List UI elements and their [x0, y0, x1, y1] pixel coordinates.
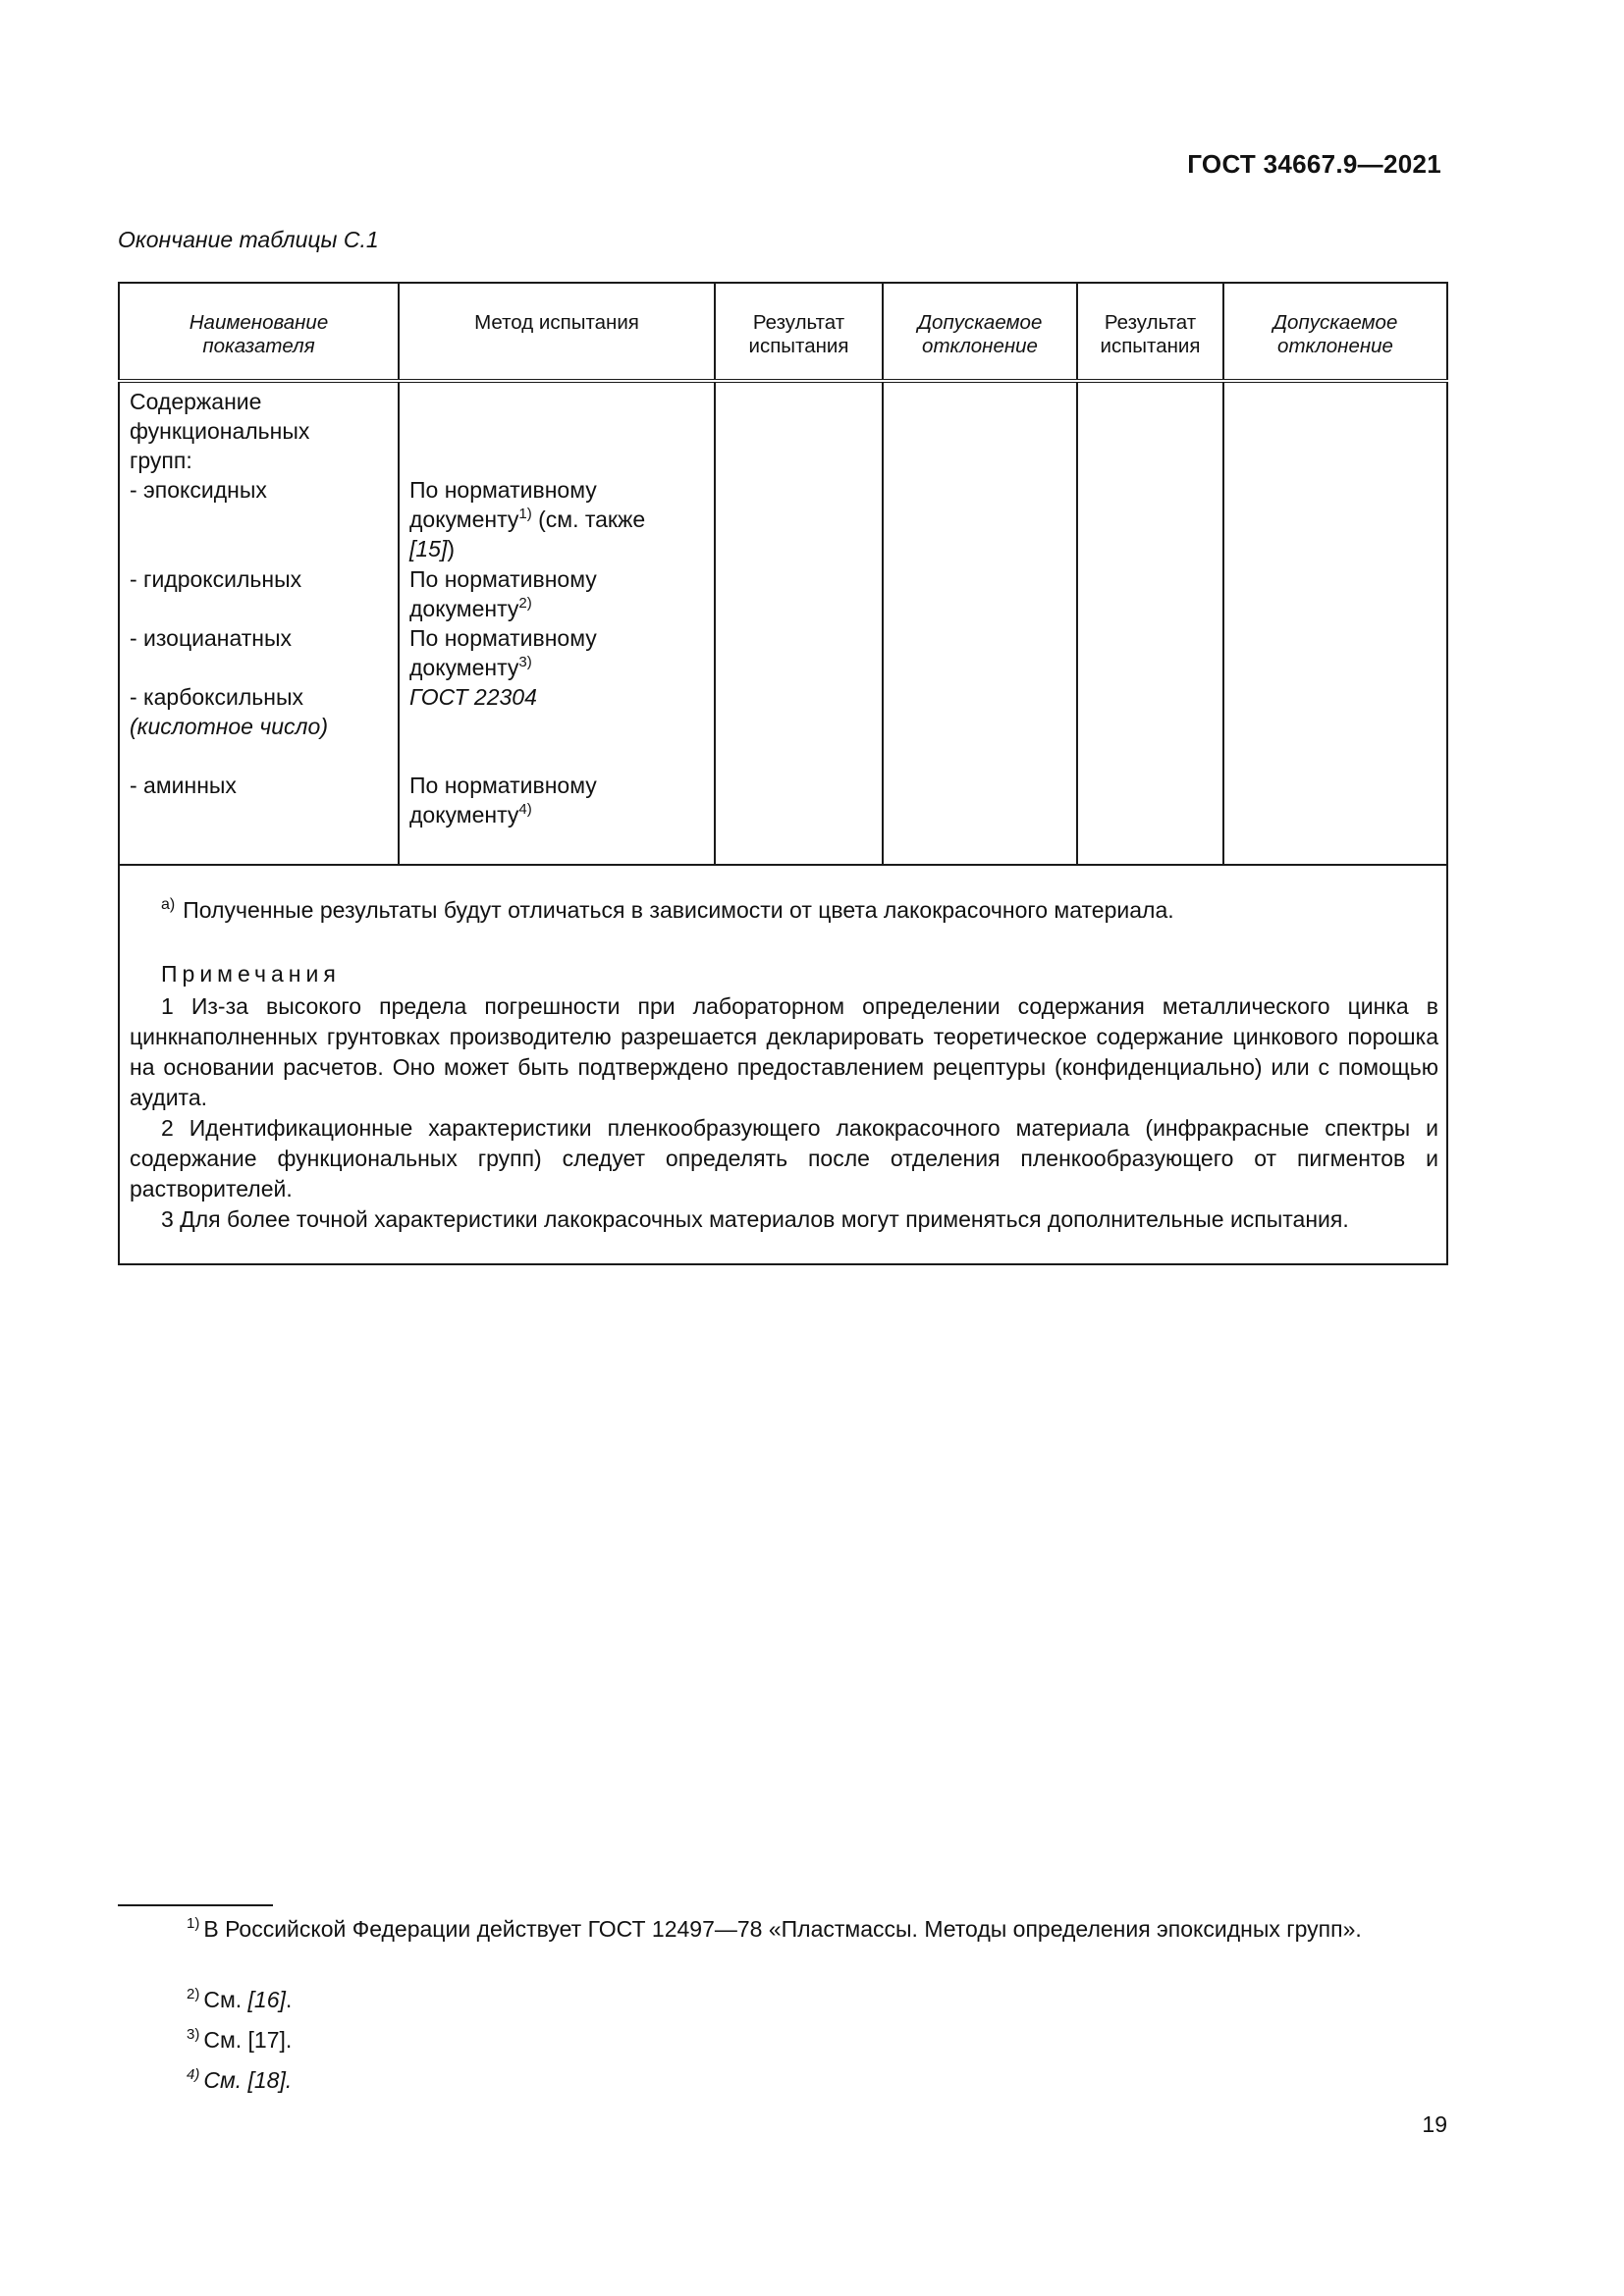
table-footnote-a: $^{а)}$ Полученные результаты будут отличаться в зависимости от цвета лакокрасочного материала.	[161, 896, 1174, 923]
indicator-isocyanate: - изоцианатных	[130, 625, 293, 651]
note-2: 2 Идентификационные характеристики пленкообразующего лакокрасочного материала (инфракрасные спектры и содержание функциональных групп) следует определять после отделения пленкообразующего от пигментов и растворителей.	[130, 1115, 1438, 1201]
header-test-result-1: Результат испытания	[715, 283, 883, 381]
footnote-3: $^{3)}$ См. [17].	[187, 2026, 293, 2053]
method-gost-22304: ГОСТ 22304	[409, 684, 537, 710]
table-caption: Окончание таблицы С.1	[118, 227, 379, 252]
table-header-row	[119, 283, 1447, 381]
header-test-result-2: Результат испытания	[1077, 283, 1223, 381]
header-test-method: Метод испытания	[399, 283, 715, 381]
indicator-carboxyl-note: (кислотное число)	[130, 714, 328, 739]
indicator-cell: Содержание функциональных групп: - эпоксидных - гидроксильных - изоцианатных - карбоксильных (кислотное число) - аминных	[119, 381, 399, 865]
footnote-4: $^{4)}$ См. [18].	[187, 2066, 293, 2093]
header-tolerance-2: Допускаемое отклонение	[1223, 283, 1447, 381]
indicator-hydroxyl: - гидроксильных	[130, 566, 302, 592]
note-3: 3 Для более точной характеристики лакокрасочных материалов могут применяться дополнительные испытания.	[161, 1206, 1349, 1232]
indicator-carboxyl: - карбоксильных	[130, 684, 303, 710]
footnote-1: $^{1)}$ В Российской Федерации действует ГОСТ 12497—78 «Пластмассы. Методы определения эпоксидных групп».	[187, 1915, 1362, 1942]
specification-table	[118, 282, 1448, 1265]
page-number: 19	[1422, 2111, 1447, 2137]
tolerance-cell-1	[883, 381, 1077, 865]
indicator-epoxy: - эпоксидных	[130, 477, 267, 503]
notes-row	[119, 865, 1447, 1264]
footnote-separator	[118, 1904, 273, 1906]
result-cell-1	[715, 381, 883, 865]
header-tolerance-1: Допускаемое отклонение	[883, 283, 1077, 381]
notes-heading: Примечания	[161, 961, 341, 987]
method-cell: По нормативному документу$^{1)}$ (см. также [15]) По нормативному документу$^{2)}$ По нормативному документу$^{3)}$ ГОСТ 22304 По нормативному документу$^{4)}$	[399, 381, 715, 865]
notes-cell	[119, 865, 1447, 1264]
note-1: 1 Из-за высокого предела погрешности при лабораторном определении содержания металлического цинка в цинкнаполненных грунтовках производителю разрешается декларировать теоретическое содержание цинкового порошка на основании расчетов. Оно может быть подтверждено предоставлением рецептуры (конфиденциально) или с помощью аудита.	[130, 993, 1438, 1110]
indicator-amine: - аминных	[130, 773, 237, 798]
footnote-2: $^{2)}$ См. [16].	[187, 1986, 293, 2012]
table-row	[119, 381, 1447, 865]
result-cell-2	[1077, 381, 1223, 865]
tolerance-cell-2	[1223, 381, 1447, 865]
document-code: ГОСТ 34667.9—2021	[1187, 149, 1441, 179]
header-indicator-name: Наименование показателя	[119, 283, 399, 381]
